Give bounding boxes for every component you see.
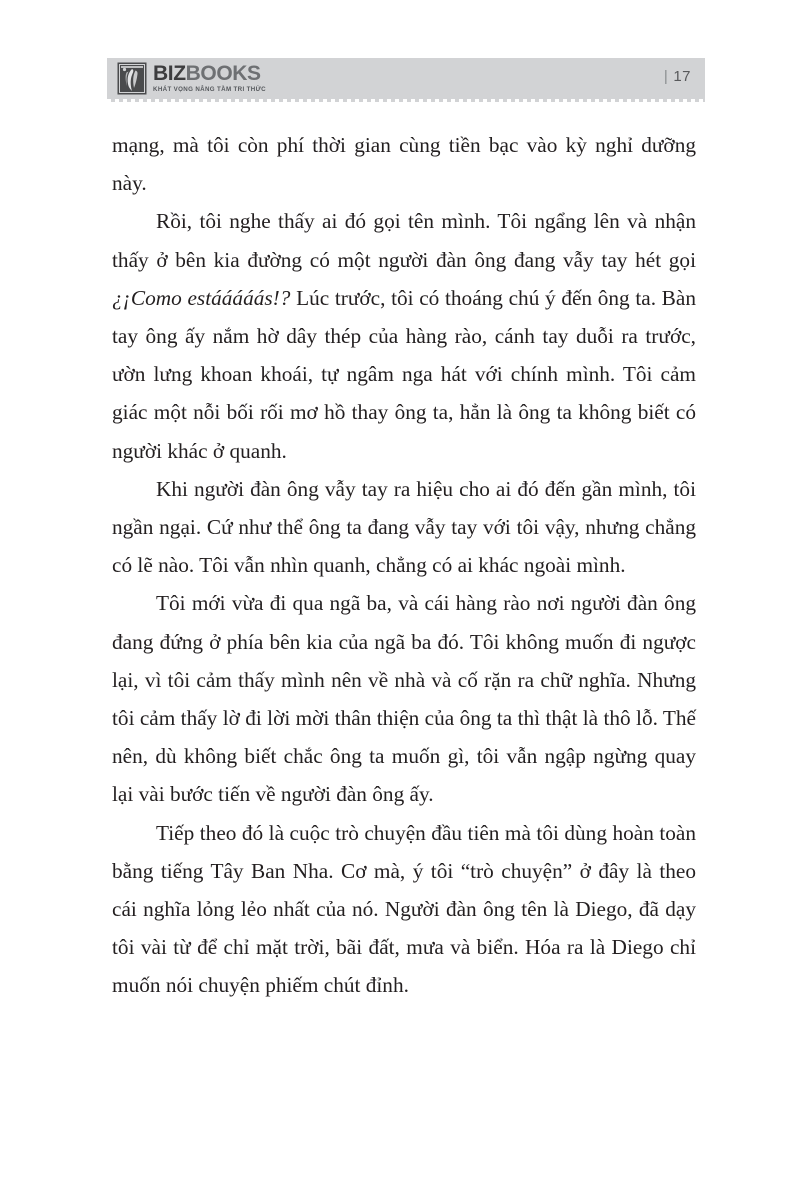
brand-books: BOOKS [185,62,261,85]
paragraph-text: mạng, mà tôi còn phí thời gian cùng tiền bạc vào kỳ nghỉ dưỡng này. [112,133,696,196]
page-header-band [107,58,705,102]
paragraph-tail-text: Lúc trước, tôi có thoáng chú ý đến ông ta. Bàn tay ông ấy nắm hờ dây thép của hàng rào, cánh tay duỗi ra trước, ườn lưng khoan khoái, tự ngâm nga hát với chính mình. Tôi cảm giác một nỗi bối rối mơ hồ thay ông ta, hẳn là ông ta không biết có người khác ở quanh. [112,285,696,463]
brand-tagline: KHÁT VỌNG NÂNG TẦM TRI THỨC [153,86,266,93]
bizbooks-logo [117,61,266,95]
paragraph-text: Khi người đàn ông vẫy tay ra hiệu cho ai đó đến gần mình, tôi ngần ngại. Cứ như thể ông ta đang vẫy tay với tôi vậy, nhưng chẳng có lẽ nào. Tôi vẫn nhìn quanh, chẳng có ai khác ngoài mình. [112,476,696,578]
bizbooks-book-emblem-icon [117,62,147,95]
foreign-phrase: ¿¡Como estááááás!? [112,285,291,310]
paragraph-roi [112,202,696,469]
paragraph-lead-text: Rồi, tôi nghe thấy ai đó gọi tên mình. Tôi ngẩng lên và nhận thấy ở bên kia đường có một người đàn ông đang vẫy tay hét gọi [112,209,696,272]
paragraph-text: Tiếp theo đó là cuộc trò chuyện đầu tiên mà tôi dùng hoàn toàn bằng tiếng Tây Ban Nha. Cơ mà, ý tôi “trò chuyện” ở đây là theo cái nghĩa lỏng lẻo nhất của nó. Người đàn ông tên là Diego, đã dạy tôi vài từ để chỉ mặt trời, bãi đất, mưa và biển. Hóa ra là Diego chỉ muốn nói chuyện phiếm chút đỉnh. [112,820,696,998]
bizbooks-wordmark [153,61,266,94]
paragraph-text: Tôi mới vừa đi qua ngã ba, và cái hàng rào nơi người đàn ông đang đứng ở phía bên kia của ngã ba đó. Tôi không muốn đi ngược lại, vì tôi cảm thấy mình nên về nhà và cố rặn ra chữ nghĩa. Nhưng tôi cảm thấy lờ đi lời mời thân thiện của ông ta thì thật là thô lỗ. Thế nên, dù không biết chắc ông ta muốn gì, tôi vẫn ngập ngừng quay lại vài bước tiến về người đàn ông ấy. [112,591,696,807]
body-text-column [112,126,696,1005]
brand-name [153,63,266,84]
page-number: 17 [673,68,691,85]
brand-biz: BIZ [153,62,186,85]
paragraph-khi [112,470,696,585]
folio-separator: | [663,68,669,85]
paragraph-continued [112,126,696,202]
paragraph-tiep-theo [112,814,696,1005]
paragraph-toi-moi [112,584,696,813]
page-folio [664,67,691,87]
